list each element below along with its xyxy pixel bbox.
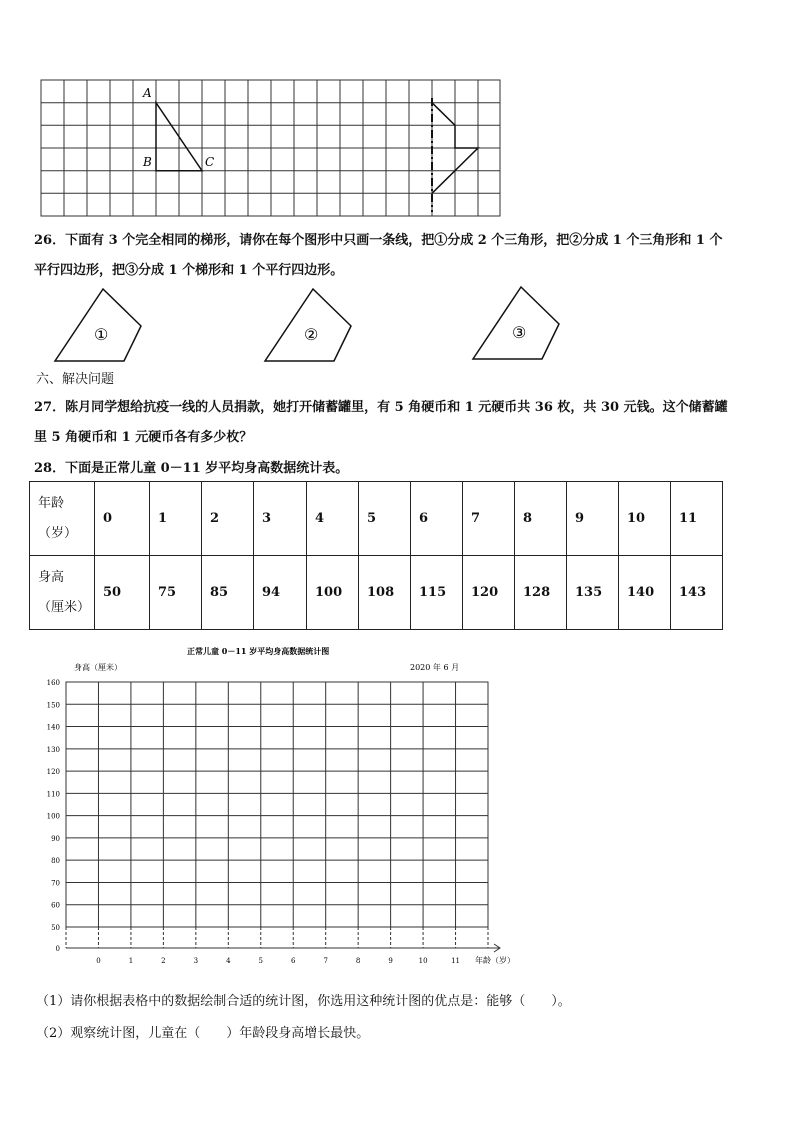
y-tick-label: 70 (51, 879, 60, 888)
table-cell: 2 (202, 482, 254, 556)
y-tick-label: 110 (46, 790, 60, 799)
x-tick-label: 0 (96, 957, 101, 965)
table-cell: 1 (150, 482, 202, 556)
table-cell: 50 (95, 556, 150, 630)
grid-figure (0, 0, 794, 220)
x-tick-label: 2 (161, 957, 166, 965)
q28-intro: 28．下面是正常儿童 0－11 岁平均身高数据统计表。 (34, 461, 349, 476)
trapezoid-1-label: ① (94, 325, 109, 344)
age-header: 年龄 （岁） (30, 482, 95, 556)
x-tick-label: 3 (193, 957, 199, 965)
chart-ylabel: 身高（厘米） (74, 663, 122, 672)
trapezoid-2-label: ② (304, 325, 319, 344)
y-tick-label: 130 (46, 745, 60, 754)
q28-sub1: （1）请你根据表格中的数据绘制合适的统计图，你选用这种统计图的优点是：能够（ ）。 (36, 994, 571, 1009)
table-cell: 4 (307, 482, 359, 556)
y-tick-label: 100 (46, 812, 60, 821)
trapezoids (0, 280, 794, 370)
section-heading: 六、解决问题 (36, 372, 115, 387)
trapezoid-3-label: ③ (512, 323, 527, 342)
table-cell: 8 (515, 482, 567, 556)
table-cell: 128 (515, 556, 567, 630)
table-cell: 108 (359, 556, 411, 630)
table-cell: 94 (254, 556, 307, 630)
y-tick-label: 140 (46, 723, 60, 732)
chart-date: 2020 年 6 月 (410, 663, 460, 672)
chart-xlabel: 年龄（岁） (475, 956, 515, 965)
x-tick-label: 5 (258, 957, 264, 965)
table-cell: 135 (567, 556, 619, 630)
table-cell: 100 (307, 556, 359, 630)
q27-line2: 里 5 角硬币和 1 元硬币各有多少枚？ (34, 430, 253, 445)
y-tick-label: 160 (46, 679, 60, 687)
table-row-age (30, 482, 723, 556)
x-tick-label: 8 (355, 957, 361, 965)
y-tick-label: 150 (46, 701, 60, 710)
x-tick-label: 4 (226, 957, 231, 965)
x-tick-label: 1 (128, 957, 134, 965)
q26-line2: 平行四边形，把③分成 1 个梯形和 1 个平行四边形。 (34, 263, 344, 278)
y-tick-label: 50 (51, 924, 60, 932)
y-tick-label: 80 (51, 857, 60, 866)
label-a: A (143, 86, 152, 100)
table-cell: 6 (411, 482, 463, 556)
table-cell: 75 (150, 556, 202, 630)
table-cell: 3 (254, 482, 307, 556)
table-row-height (30, 556, 723, 630)
q28-sub2: （2）观察统计图，儿童在（ ）年龄段身高增长最快。 (36, 1026, 370, 1041)
table-cell: 140 (619, 556, 671, 630)
table-cell: 143 (671, 556, 723, 630)
x-tick-label: 9 (388, 957, 393, 965)
table-cell: 115 (411, 556, 463, 630)
table-cell: 5 (359, 482, 411, 556)
table-cell: 10 (619, 482, 671, 556)
y-tick-label: 120 (46, 768, 60, 777)
x-tick-label: 11 (451, 957, 460, 965)
chart-frame (66, 682, 488, 927)
height-chart (0, 640, 794, 980)
y-tick-label: 0 (55, 945, 60, 953)
table-cell: 85 (202, 556, 254, 630)
chart-title: 正常儿童 0－11 岁平均身高数据统计图 (187, 646, 330, 656)
x-axis-arrow (66, 944, 500, 952)
x-tick-label: 6 (290, 957, 296, 965)
table-cell: 7 (463, 482, 515, 556)
height-table (29, 481, 723, 630)
table-cell: 120 (463, 556, 515, 630)
height-header: 身高 （厘米） (30, 556, 95, 630)
q26-line1: 26．下面有 3 个完全相同的梯形，请你在每个图形中只画一条线，把①分成 2 个三角形，把②分成 1 个三角形和 1 个 (34, 233, 723, 248)
y-tick-label: 60 (51, 901, 60, 910)
y-tick-label: 90 (51, 834, 60, 843)
x-tick-label: 10 (418, 957, 428, 965)
table-cell: 11 (671, 482, 723, 556)
table-cell: 0 (95, 482, 150, 556)
label-c: C (205, 155, 215, 169)
table-cell: 9 (567, 482, 619, 556)
label-b: B (143, 155, 152, 169)
x-tick-label: 7 (323, 957, 328, 965)
q27-line1: 27．陈月同学想给抗疫一线的人员捐款，她打开储蓄罐里，有 5 角硬币和 1 元硬币共 36 枚，共 30 元钱。这个储蓄罐 (34, 400, 728, 415)
